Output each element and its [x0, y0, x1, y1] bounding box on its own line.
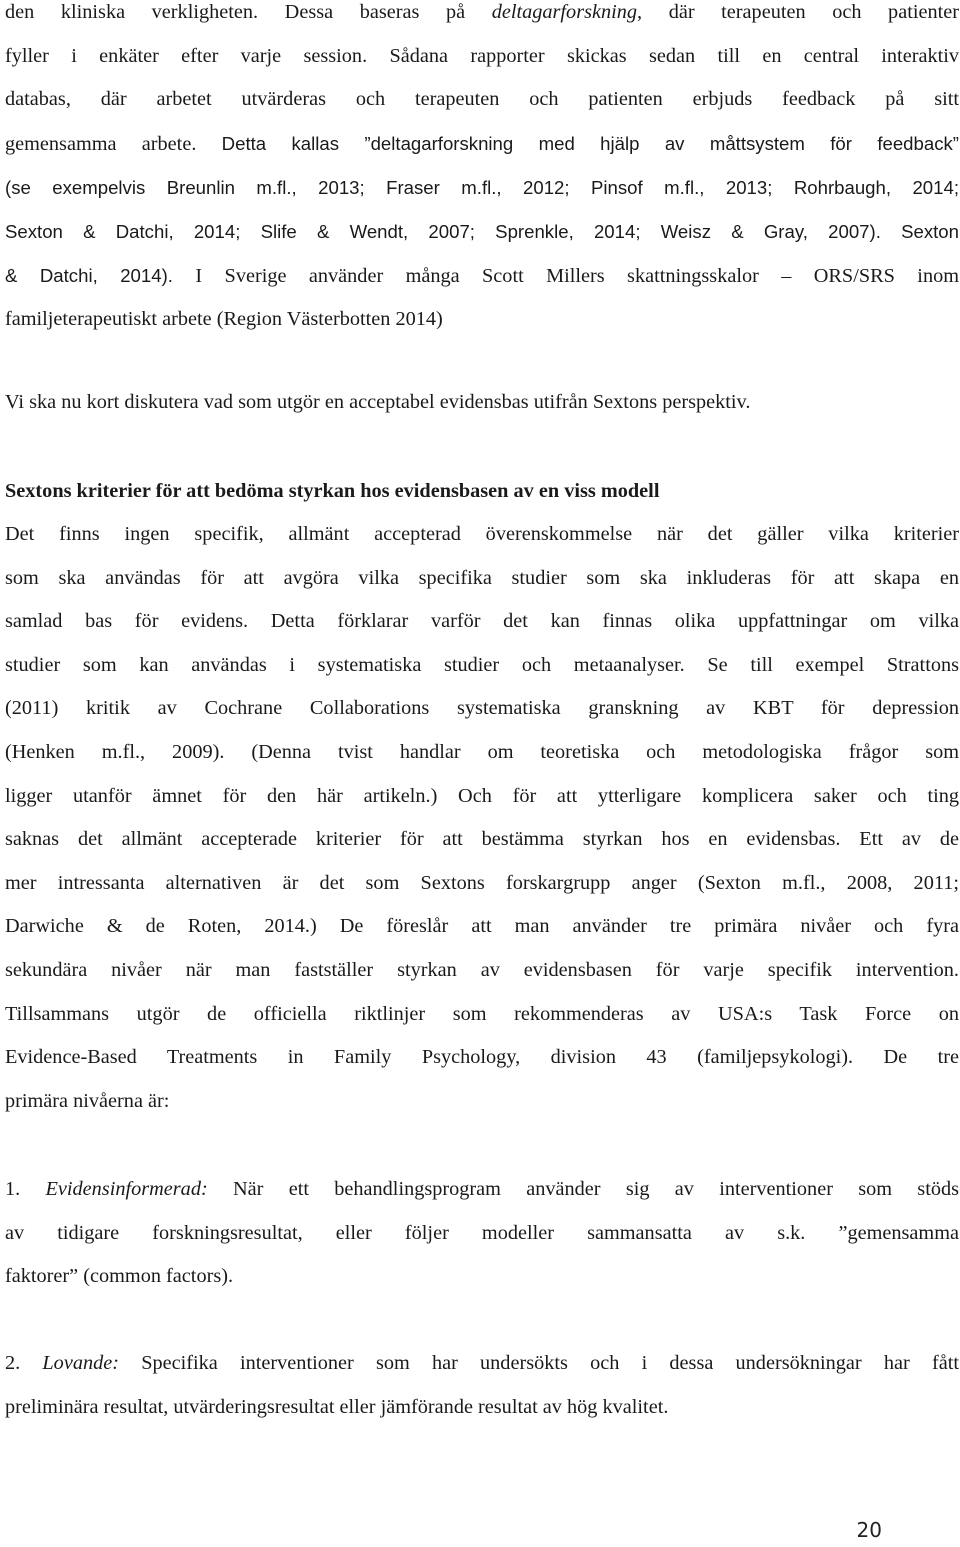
- text-line: faktorer” (common factors).: [5, 1265, 234, 1288]
- text-line: saknas det allmänt accepterade kriterier för att bestämma styrkan hos en evidensbas. Ett av de: [5, 828, 959, 851]
- text-line: fyller i enkäter efter varje session. Sådana rapporter skickas sedan till en central interaktiv: [5, 44, 959, 67]
- list-item-term: Evidensinformerad:: [45, 1178, 208, 1200]
- text-line: (se exempelvis Breunlin m.fl., 2013; Fraser m.fl., 2012; Pinsof m.fl., 2013; Rohrbaugh, 2014;: [5, 177, 959, 199]
- list-item-number: 2.: [5, 1352, 43, 1374]
- paragraph-criteria: [5, 513, 959, 1123]
- text-line: Tillsammans utgör de officiella riktlinjer som rekommenderas av USA:s Task Force on: [5, 1002, 959, 1025]
- section-heading: Sextons kriterier för att bedöma styrkan hos evidensbasen av en viss modell: [5, 480, 660, 502]
- text-line: sekundära nivåer när man fastställer styrkan av evidensbasen för varje specifik intervention.: [5, 958, 959, 981]
- text-line: den kliniska verkligheten. Dessa baseras på deltagarforskning, där terapeuten och patienter: [5, 1, 959, 23]
- list-item: [5, 1342, 959, 1429]
- text-line: & Datchi, 2014). I Sverige använder många Scott Millers skattningsskalor – ORS/SRS inom: [5, 264, 959, 287]
- text-line: Darwiche & de Roten, 2014.) De föreslår att man använder tre primära nivåer och fyra: [5, 915, 959, 938]
- text-line: mer intressanta alternativen är det som Sextons forskargrupp anger (Sexton m.fl., 2008, 2011;: [5, 871, 959, 894]
- list-item: [5, 1168, 959, 1299]
- list-item-number: 1.: [5, 1178, 46, 1200]
- paragraph-discussion: [5, 381, 959, 425]
- page-number: 20: [856, 1518, 882, 1542]
- text-line: studier som kan användas i systematiska studier och metaanalyser. Se till exempel Strattons: [5, 653, 959, 676]
- text-line: 1. Evidensinformerad: När ett behandlingsprogram använder sig av interventioner som stöds: [5, 1178, 960, 1200]
- text-line: preliminära resultat, utvärderingsresultat eller jämförande resultat av hög kvalitet.: [5, 1395, 669, 1418]
- text-line: av tidigare forskningsresultat, eller följer modeller sammansatta av s.k. ”gemensamma: [5, 1221, 959, 1244]
- list-item-term: Lovande:: [42, 1352, 120, 1374]
- text-line: Sexton & Datchi, 2014; Slife & Wendt, 2007; Sprenkle, 2014; Weisz & Gray, 2007). Sexton: [5, 220, 959, 242]
- paragraph-intro: [5, 0, 959, 342]
- text-line: familjeterapeutiskt arbete (Region Västerbotten 2014): [5, 308, 443, 331]
- text-line: som ska användas för att avgöra vilka specifika studier som ska inkluderas för att skapa en: [5, 566, 959, 589]
- text-line: (Henken m.fl., 2009). (Denna tvist handlar om teoretiska och metodologiska frågor som: [5, 740, 959, 763]
- text-line: databas, där arbetet utvärderas och terapeuten och patienten erbjuds feedback på sitt: [5, 88, 959, 111]
- text-line: (2011) kritik av Cochrane Collaborations systematiska granskning av KBT för depression: [5, 697, 959, 720]
- text-line: primära nivåerna är:: [5, 1089, 170, 1112]
- text-line: Evidence-Based Treatments in Family Psychology, division 43 (familjepsykologi). De tre: [5, 1046, 959, 1069]
- text-line: gemensamma arbete. Detta kallas ”deltagarforskning med hjälp av måttsystem för feedback”: [5, 132, 959, 155]
- text-line: 2. Lovande: Specifika interventioner som har undersökts och i dessa undersökningar har fått: [5, 1352, 959, 1374]
- text-line: ligger utanför ämnet för den här artikeln.) Och för att ytterligare komplicera saker och ting: [5, 784, 959, 807]
- text-line: Det finns ingen specifik, allmänt accepterad överenskommelse när det gäller vilka kriterier: [5, 523, 959, 545]
- text-line: samlad bas för evidens. Detta förklarar varför det kan finnas olika uppfattningar om vilka: [5, 610, 959, 633]
- text-line: Vi ska nu kort diskutera vad som utgör en acceptabel evidensbas utifrån Sextons perspektiv.: [5, 391, 751, 413]
